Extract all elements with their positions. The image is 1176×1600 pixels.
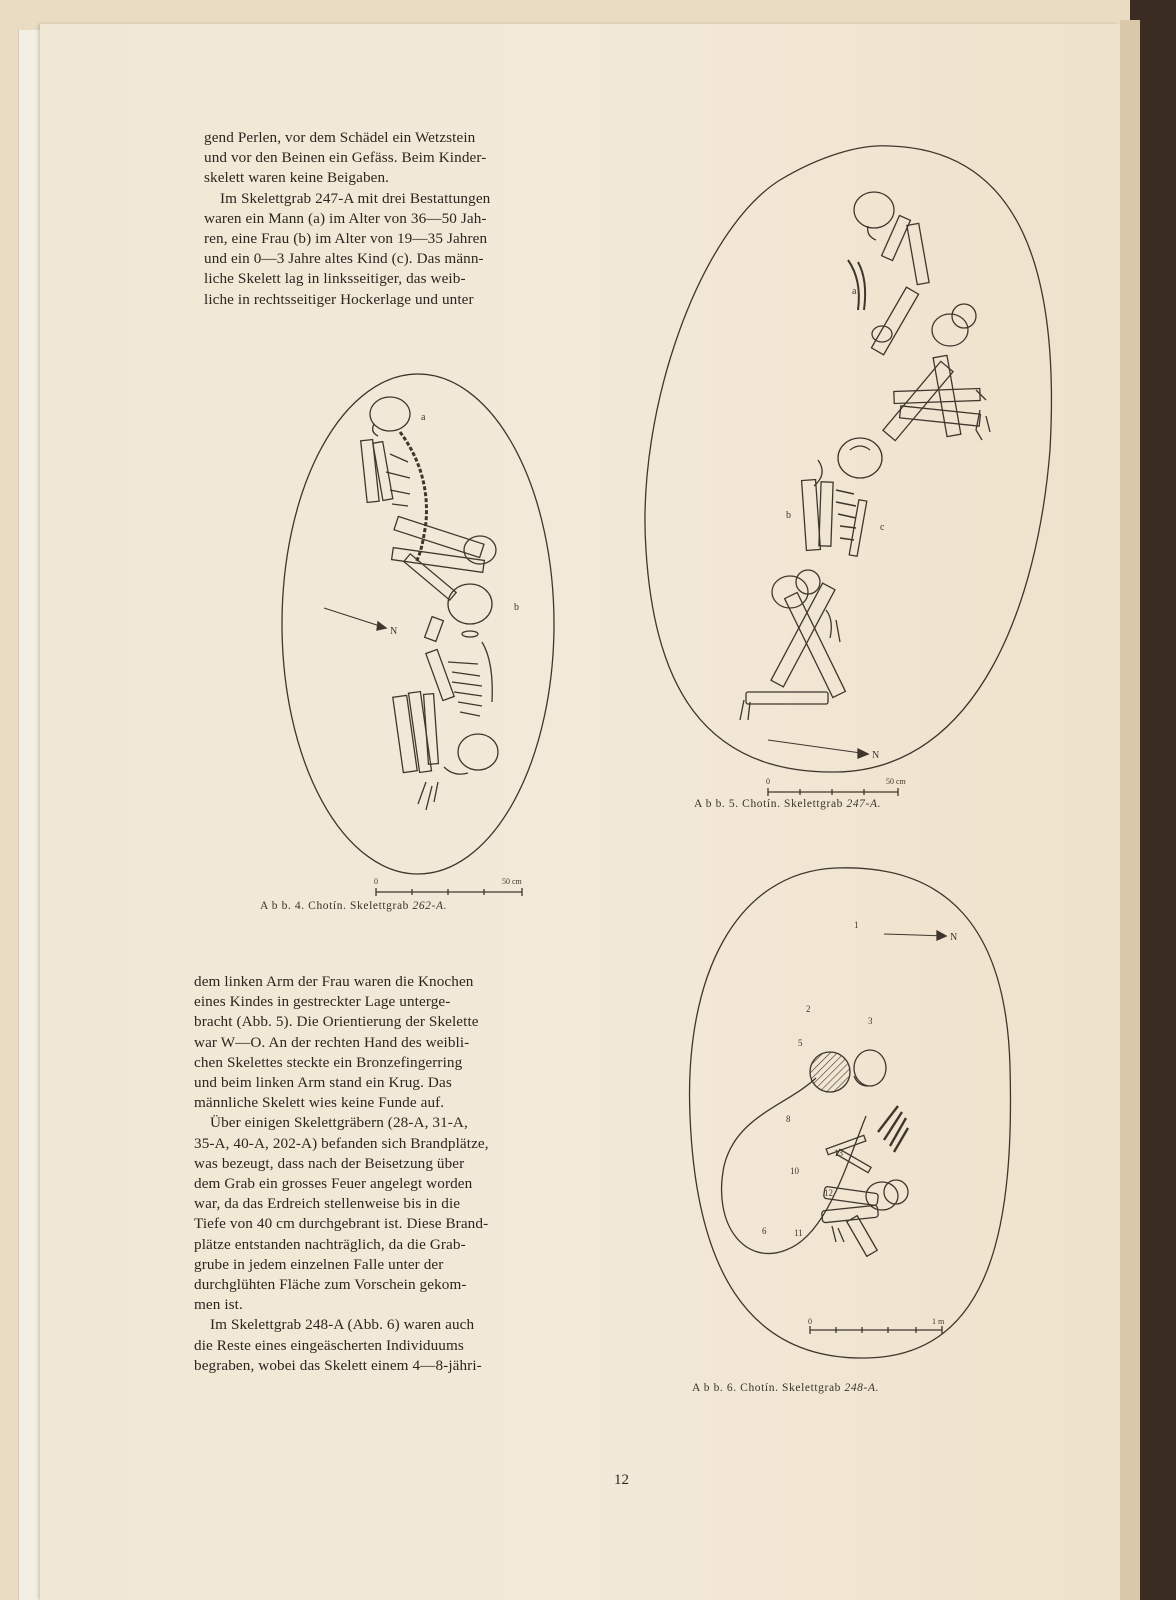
text-line: bracht (Abb. 5). Die Orientierung der Skelette xyxy=(194,1013,479,1031)
text-line: men ist. xyxy=(194,1296,243,1314)
text-line: 35-A, 40-A, 202-A) befanden sich Brandplätze, xyxy=(194,1134,489,1152)
caption-prefix: A b b. 6. Chotín. Skelettgrab xyxy=(692,1382,845,1394)
find-number: 1 xyxy=(854,920,859,930)
grave-outline xyxy=(282,374,554,874)
text-line: liche in rechtsseitiger Hockerlage und unter xyxy=(204,290,474,308)
text-line: waren ein Mann (a) im Alter von 36—50 Jah- xyxy=(204,209,487,227)
text-block-bottom xyxy=(194,972,648,1376)
text-line: Tiefe von 40 cm durchgebrant ist. Diese Brand- xyxy=(194,1215,489,1233)
scale-start-label: 0 xyxy=(808,1317,812,1326)
caption-grave-id: 262-A. xyxy=(412,900,448,912)
page-number: 12 xyxy=(614,1472,629,1488)
binding-edge xyxy=(1120,20,1140,1600)
text-line: dem Grab ein grosses Feuer angelegt worden xyxy=(194,1175,473,1193)
caption-grave-id: 248-A. xyxy=(844,1382,880,1394)
find-number: 10 xyxy=(790,1166,799,1176)
figure-label-b: b xyxy=(786,510,791,521)
figure-label-a: a xyxy=(852,286,857,297)
caption-prefix: A b b. 5. Chotín. Skelettgrab xyxy=(694,798,847,810)
find-number: 13 xyxy=(834,1148,843,1158)
text-line: Über einigen Skelettgräbern (28-A, 31-A, xyxy=(210,1114,468,1132)
figure-label-a: a xyxy=(421,412,426,423)
skull xyxy=(370,397,410,431)
find-number: 5 xyxy=(798,1038,803,1048)
text-line: skelett waren keine Beigaben. xyxy=(204,169,390,187)
text-line: eines Kindes in gestreckter Lage unterge- xyxy=(194,993,451,1011)
text-line: chen Skelettes steckte ein Bronzefingerring xyxy=(194,1053,463,1071)
text-line: durchglühten Fläche zum Vorschein gekom- xyxy=(194,1276,467,1294)
find-number: 8 xyxy=(786,1114,791,1124)
figure-label-c: c xyxy=(880,522,885,533)
find-number: 3 xyxy=(868,1016,873,1026)
scale-end-label: 50 cm xyxy=(886,777,906,786)
figure-label-b: b xyxy=(514,602,519,613)
text-line: und vor den Beinen ein Gefäss. Beim Kinder- xyxy=(204,149,487,167)
figure-4-drawing xyxy=(266,362,596,952)
page-edge xyxy=(18,30,41,1600)
scale-start-label: 0 xyxy=(766,777,770,786)
figure-4-caption xyxy=(260,900,447,912)
text-line: und beim linken Arm stand ein Krug. Das xyxy=(194,1074,452,1092)
text-line: männliche Skelett wies keine Funde auf. xyxy=(194,1094,445,1112)
text-line: Im Skelettgrab 247-A mit drei Bestattungen xyxy=(220,189,491,207)
find-number: 2 xyxy=(806,1004,811,1014)
figure-5-caption xyxy=(694,798,881,810)
text-line: Im Skelettgrab 248-A (Abb. 6) waren auch xyxy=(210,1316,475,1334)
scale-start-label: 0 xyxy=(374,877,378,886)
find-number: 12 xyxy=(824,1188,833,1198)
text-line: begraben, wobei das Skelett einem 4—8-jähri- xyxy=(194,1356,482,1374)
caption-prefix: A b b. 4. Chotín. Skelettgrab xyxy=(260,900,413,912)
document-page xyxy=(40,24,1120,1600)
text-line: war, da das Erdreich stellenweise bis in die xyxy=(194,1195,461,1213)
figure-5-drawing xyxy=(640,120,1110,820)
north-label: N xyxy=(390,626,398,637)
text-line: plätze entstanden nachträglich, da die Grab- xyxy=(194,1235,466,1253)
caption-grave-id: 247-A. xyxy=(846,798,882,810)
figure-6-caption xyxy=(692,1382,879,1394)
text-line: was bezeugt, dass nach der Beisetzung über xyxy=(194,1154,465,1172)
north-label: N xyxy=(950,932,958,943)
text-line: die Reste eines eingeäscherten Individuums xyxy=(194,1336,464,1354)
text-line: gend Perlen, vor dem Schädel ein Wetzstein xyxy=(204,129,476,146)
find-number: 11 xyxy=(794,1228,803,1238)
grave-outline xyxy=(645,146,1051,772)
text-block-top xyxy=(204,128,656,310)
scale-end-label: 50 cm xyxy=(502,877,522,886)
text-line: und ein 0—3 Jahre altes Kind (c). Das männ- xyxy=(204,250,484,268)
grave-outline xyxy=(690,868,1011,1358)
text-line: liche Skelett lag in linksseitiger, das weib- xyxy=(204,270,466,288)
text-line: dem linken Arm der Frau waren die Knochen xyxy=(194,973,474,990)
text-line: war W—O. An der rechten Hand des weibli- xyxy=(194,1033,470,1051)
text-line: grube in jedem einzelnen Falle unter der xyxy=(194,1255,444,1273)
north-label: N xyxy=(872,750,880,761)
urn-pit xyxy=(810,1052,850,1092)
scale-end-label: 1 m xyxy=(932,1317,945,1326)
figure-6-drawing xyxy=(676,846,1036,1386)
find-number: 6 xyxy=(762,1226,767,1236)
text-line: ren, eine Frau (b) im Alter von 19—35 Jahren xyxy=(204,230,488,248)
